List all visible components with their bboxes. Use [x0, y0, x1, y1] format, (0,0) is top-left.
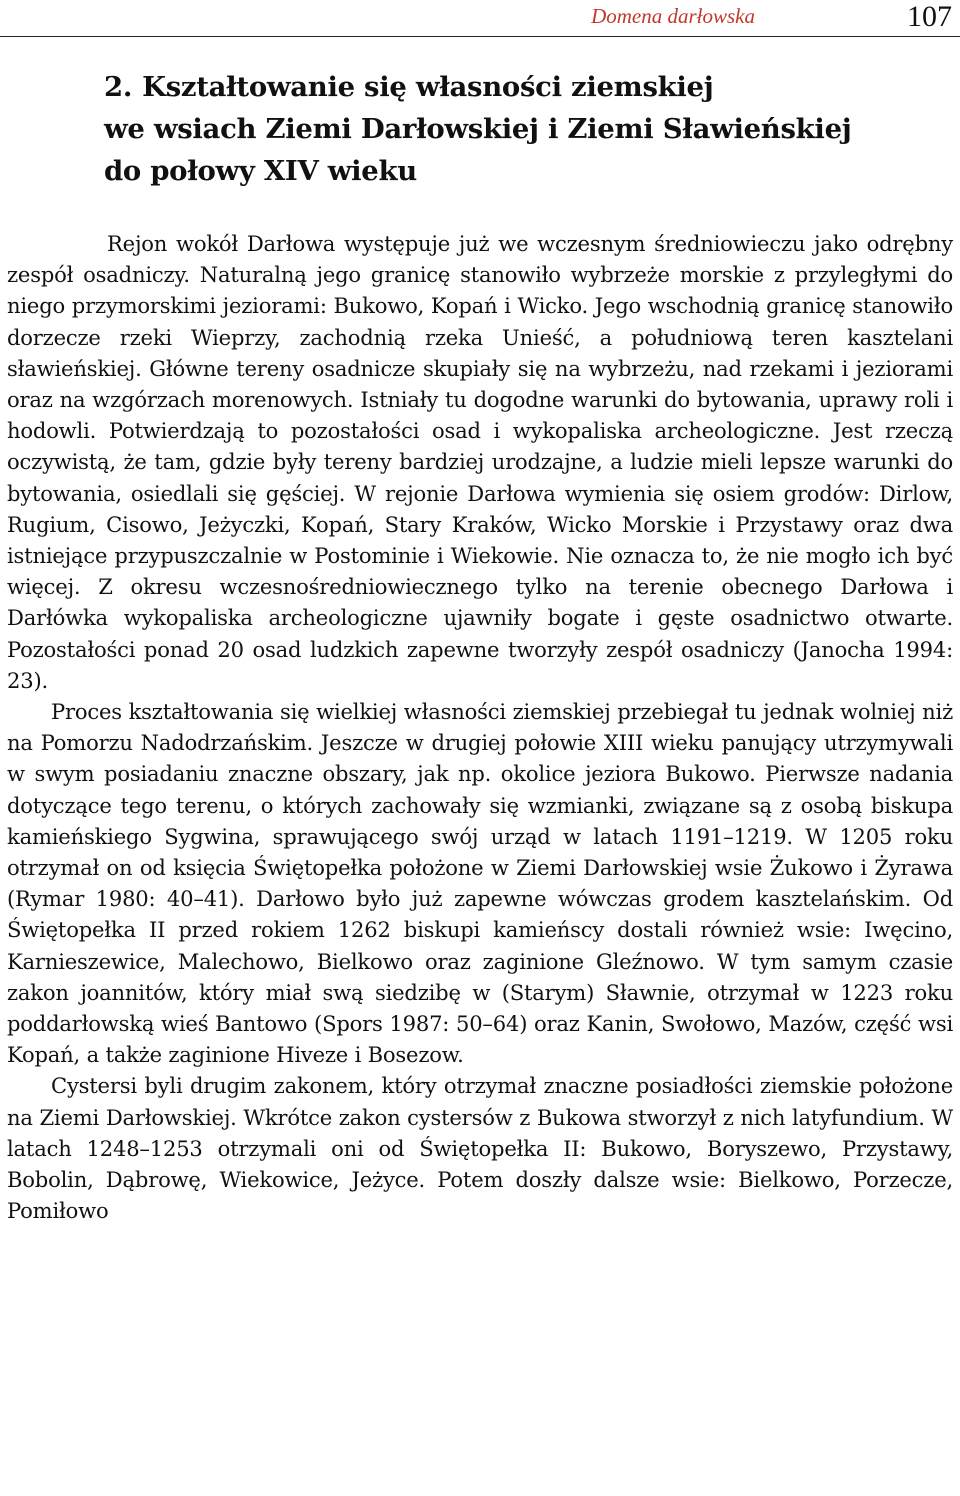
running-header-title: Domena darłowska: [591, 4, 755, 28]
chapter-heading: [104, 66, 944, 192]
chapter-title-part-3: do połowy XIV wieku: [104, 155, 417, 187]
chapter-title-part-2: we wsiach Ziemi Darłowskiej i Ziemi Sławieńskiej: [104, 113, 852, 145]
paragraph-2: Proces kształtowania się wielkiej własności ziemskiej przebiegał tu jednak wolniej niż na Pomorzu Nadodrzańskim. Jeszcze w drugiej połowie XIII wieku panujący utrzymywali w swym posiadaniu znaczne obszary, jak np. okolice jeziora Bukowo. Pierwsze nadania dotyczące tego terenu, o których zachowały się wzmianki, związane są z osobą biskupa kamieńskiego Sygwina, sprawującego swój urząd w latach 1191–1219. W 1205 roku otrzymał on od księcia Świętopełka położone w Ziemi Darłowskiej wsie Żukowo i Żyrawa (Rymar 1980: 40–41). Darłowo było już zapewne wówczas grodem kasztelańskim. Od Świętopełka II przed rokiem 1262 biskupi kamieńscy dostali również wsie: Iwęcino, Karnieszewice, Malechowo, Bielkowo oraz zaginione Gleźnowo. W tym samym czasie zakon joannitów, który miał swą siedzibę w (Starym) Sławnie, otrzymał w 1223 roku poddarłowską wieś Bantowo (Spors 1987: 50–64) oraz Kanin, Swołowo, Mazów, część wsi Kopań, a także zaginione Hiveze i Bosezow.: [7, 699, 953, 1068]
chapter-title-part-1: Kształtowanie się własności ziemskiej: [142, 71, 714, 103]
paragraph-3: Cystersi byli drugim zakonem, który otrzymał znaczne posiadłości ziemskie położone na Ziemi Darłowskiej. Wkrótce zakon cystersów z Bukowa stworzył z nich latyfundium. W latach 1248–1253 otrzymali oni od Świętopełka II: Bukowo, Boryszewo, Przystawy, Bobolin, Dąbrowę, Wiekowice, Jeżyce. Potem doszły dalsze wsie: Bielkowo, Porzecze, Pomiłowo: [7, 1073, 953, 1224]
chapter-heading-line-1: [104, 66, 944, 108]
body-text: [7, 228, 953, 1227]
page-number: 107: [907, 0, 952, 33]
chapter-number: 2.: [104, 71, 133, 103]
running-header: [0, 0, 960, 37]
paragraph-1: Rejon wokół Darłowa występuje już we wczesnym średniowieczu jako odrębny zespół osadniczy. Naturalną jego granicę stanowiło wybrzeże morskie z przyległymi do niego przymorskimi jeziorami: Bukowo, Kopań i Wicko. Jego wschodnią granicę stanowiło dorzecze rzeki Wieprzy, zachodnią rzeka Unieść, a południową teren kasztelani sławieńskiej. Główne tereny osadnicze skupiały się na wybrzeżu, nad rzekami i jeziorami oraz na wzgórzach morenowych. Istniały tu dogodne warunki do bytowania, uprawy roli i hodowli. Potwierdzają to pozostałości osad i wykopaliska archeologiczne. Jest rzeczą oczywistą, że tam, gdzie były tereny bardziej urodzajne, a ludzie mieli lepsze warunki do bytowania, osiedlali się gęściej. W rejonie Darłowa wymienia się osiem grodów: Dirlow, Rugium, Cisowo, Jeżyczki, Kopań, Stary Kraków, Wicko Morskie i Przystawy oraz dwa istniejące przypuszczalnie w Postominie i Wiekowie. Nie oznacza to, że nie mogło ich być więcej. Z okresu wczesnośredniowiecznego tylko na terenie obecnego Darłowa i Darłówka wykopaliska archeologiczne ujawniły bogate i gęste osadnictwo otwarte. Pozostałości ponad 20 osad ludzkich zapewne tworzyły zespół osadniczy (Janocha 1994: 23).: [7, 231, 953, 693]
